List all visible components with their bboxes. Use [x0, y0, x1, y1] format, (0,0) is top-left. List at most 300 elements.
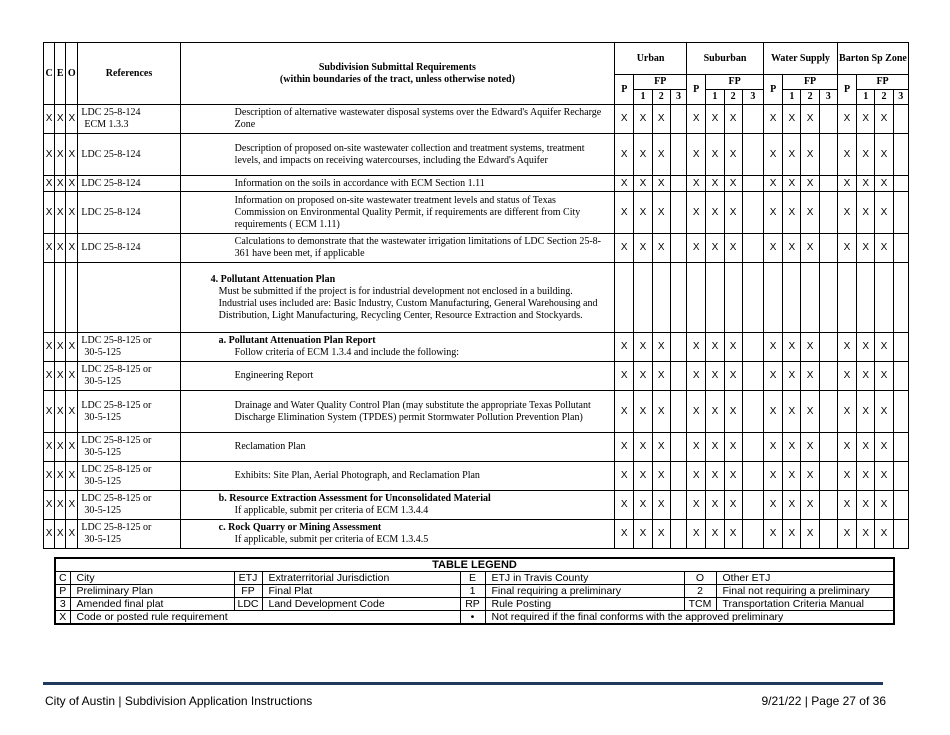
requirement-mark: X — [801, 176, 819, 192]
empty-cell — [819, 333, 837, 362]
footer-rule — [43, 682, 883, 685]
requirement-mark: X — [875, 462, 893, 491]
reference-cell — [78, 176, 180, 192]
requirement-mark: X — [783, 462, 801, 491]
empty-cell — [893, 134, 908, 176]
cell-c: X — [44, 176, 55, 192]
reference-cell — [78, 433, 180, 462]
requirement-mark: X — [615, 105, 634, 134]
legend-key: O — [684, 572, 716, 585]
legend-row — [55, 572, 894, 585]
requirement-mark — [764, 263, 783, 333]
legend-key: X — [55, 611, 70, 625]
requirement-cell — [180, 520, 614, 549]
requirement-text: Engineering Report — [234, 370, 314, 381]
requirement-mark: X — [764, 391, 783, 433]
col-o: O — [66, 43, 78, 105]
empty-cell — [893, 362, 908, 391]
col-e: E — [55, 43, 66, 105]
reference-line: LDC 25-8-125 or — [81, 493, 152, 504]
requirement-text: Information on proposed on-site wastewater treatment levels and status of Texas Commission on Environmental Quality Permit, if requirements are different from City requirements ( ECM 1.11) — [234, 194, 581, 230]
requirement-mark: X — [764, 491, 783, 520]
empty-cell — [742, 176, 763, 192]
reference-line: 30-5-125 — [84, 476, 122, 487]
empty-cell — [742, 520, 763, 549]
requirement-mark: X — [687, 520, 706, 549]
table-row — [44, 234, 909, 263]
requirement-cell — [180, 176, 614, 192]
reference-line: 30-5-125 — [84, 534, 122, 545]
requirement-mark — [687, 263, 706, 333]
empty-cell — [742, 134, 763, 176]
table-legend — [54, 557, 895, 625]
legend-value: City — [70, 572, 234, 585]
requirement-text: Description of alternative wastewater disposal systems over the Edward's Aquifer Recharge Zone — [234, 107, 602, 130]
requirement-mark: X — [706, 176, 724, 192]
requirement-mark: X — [687, 134, 706, 176]
cell-e: X — [55, 134, 66, 176]
legend-key: TCM — [684, 598, 716, 611]
section-heading: 4. Pollutant Attenuation Plan — [210, 273, 336, 285]
requirement-mark: X — [857, 462, 875, 491]
empty-cell — [893, 391, 908, 433]
requirement-mark: X — [857, 176, 875, 192]
requirement-mark: X — [706, 491, 724, 520]
subsection-heading: c. Rock Quarry or Mining Assessment — [218, 522, 382, 533]
requirement-mark: X — [837, 105, 856, 134]
requirements-table — [43, 42, 909, 549]
requirement-mark: X — [706, 462, 724, 491]
requirement-mark: X — [857, 333, 875, 362]
table-row — [44, 362, 909, 391]
empty-cell — [670, 263, 686, 333]
legend-key: • — [460, 611, 485, 625]
requirement-cell — [180, 263, 614, 333]
legend-value: Other ETJ — [716, 572, 894, 585]
requirement-mark: X — [764, 105, 783, 134]
requirement-mark: X — [875, 134, 893, 176]
requirement-mark: X — [783, 491, 801, 520]
requirement-mark: X — [837, 391, 856, 433]
cell-o: X — [66, 520, 78, 549]
requirement-mark: X — [764, 192, 783, 234]
requirement-mark: X — [875, 520, 893, 549]
reference-cell — [78, 234, 180, 263]
table-body — [44, 105, 909, 549]
requirement-mark: X — [615, 333, 634, 362]
cell-c: X — [44, 234, 55, 263]
col-fp-3: 3 — [670, 90, 686, 105]
reference-line: LDC 25-8-125 or — [81, 522, 152, 533]
col-fp-3: 3 — [742, 90, 763, 105]
requirement-mark — [724, 263, 742, 333]
legend-key: E — [460, 572, 485, 585]
empty-cell — [670, 433, 686, 462]
requirement-mark: X — [615, 134, 634, 176]
table-header — [44, 43, 909, 105]
requirement-mark: X — [857, 105, 875, 134]
empty-cell — [742, 192, 763, 234]
reference-line: 30-5-125 — [84, 347, 122, 358]
requirement-cell — [180, 134, 614, 176]
reference-cell — [78, 134, 180, 176]
empty-cell — [819, 263, 837, 333]
requirement-cell — [180, 491, 614, 520]
subsection-heading: b. Resource Extraction Assessment for Unconsolidated Material — [218, 493, 491, 504]
cell-o: X — [66, 433, 78, 462]
requirement-mark: X — [857, 362, 875, 391]
empty-cell — [893, 234, 908, 263]
requirement-mark: X — [615, 491, 634, 520]
cell-c: X — [44, 362, 55, 391]
empty-cell — [742, 234, 763, 263]
col-references: References — [78, 43, 180, 105]
reference-line: ECM 1.3.3 — [84, 119, 129, 130]
cell-c: X — [44, 134, 55, 176]
requirement-mark: X — [652, 333, 670, 362]
requirement-mark: X — [652, 176, 670, 192]
empty-cell — [819, 234, 837, 263]
legend-key: LDC — [234, 598, 262, 611]
requirement-mark: X — [875, 362, 893, 391]
empty-cell — [670, 105, 686, 134]
requirement-cell — [180, 391, 614, 433]
table-row — [44, 462, 909, 491]
reference-line: LDC 25-8-124 — [81, 206, 141, 218]
requirement-mark: X — [615, 176, 634, 192]
requirement-mark: X — [875, 192, 893, 234]
subsection-heading: a. Pollutant Attenuation Plan Report — [218, 335, 376, 346]
requirement-mark: X — [837, 192, 856, 234]
legend-key: FP — [234, 585, 262, 598]
requirement-mark: X — [652, 105, 670, 134]
legend-value: Land Development Code — [262, 598, 460, 611]
col-c: C — [44, 43, 55, 105]
requirement-mark: X — [634, 433, 652, 462]
requirement-mark: X — [801, 333, 819, 362]
empty-cell — [670, 491, 686, 520]
col-fp: FP — [857, 75, 909, 90]
legend-value: Final not requiring a preliminary — [716, 585, 894, 598]
col-p: P — [687, 75, 706, 105]
cell-o: X — [66, 105, 78, 134]
legend-value: Rule Posting — [485, 598, 684, 611]
requirement-mark: X — [687, 491, 706, 520]
requirement-mark: X — [837, 362, 856, 391]
reference-line: 30-5-125 — [84, 447, 122, 458]
cell-e: X — [55, 176, 66, 192]
table-row — [44, 520, 909, 549]
requirement-mark: X — [857, 433, 875, 462]
requirement-mark: X — [724, 362, 742, 391]
empty-cell — [670, 391, 686, 433]
empty-cell — [893, 433, 908, 462]
legend-value: Extraterritorial Jurisdiction — [262, 572, 460, 585]
requirement-mark — [634, 263, 652, 333]
requirement-mark — [783, 263, 801, 333]
requirement-mark — [706, 263, 724, 333]
requirement-cell — [180, 333, 614, 362]
requirement-cell — [180, 192, 614, 234]
requirement-mark: X — [724, 462, 742, 491]
requirement-mark: X — [783, 176, 801, 192]
requirement-mark: X — [764, 433, 783, 462]
empty-cell — [819, 491, 837, 520]
cell-c: X — [44, 105, 55, 134]
legend-key: C — [55, 572, 70, 585]
col-fp-1: 1 — [783, 90, 801, 105]
requirement-mark: X — [634, 176, 652, 192]
col-fp-2: 2 — [801, 90, 819, 105]
requirement-mark: X — [724, 192, 742, 234]
requirement-mark: X — [783, 333, 801, 362]
requirement-text: Exhibits: Site Plan, Aerial Photograph, and Reclamation Plan — [234, 470, 480, 481]
legend-value: Code or posted rule requirement — [70, 611, 460, 625]
requirement-mark: X — [764, 134, 783, 176]
table-row — [44, 433, 909, 462]
cell-c: X — [44, 462, 55, 491]
requirement-mark: X — [783, 520, 801, 549]
legend-row — [55, 585, 894, 598]
requirement-mark: X — [837, 433, 856, 462]
requirement-text: Information on the soils in accordance with ECM Section 1.11 — [234, 177, 485, 189]
zone-barton-springs: Barton Sp Zone — [837, 43, 908, 75]
col-fp-1: 1 — [857, 90, 875, 105]
requirement-mark: X — [875, 234, 893, 263]
cell-c: X — [44, 391, 55, 433]
col-fp: FP — [634, 75, 687, 90]
cell-o: X — [66, 176, 78, 192]
requirement-mark: X — [783, 433, 801, 462]
cell-c: X — [44, 491, 55, 520]
empty-cell — [893, 263, 908, 333]
col-requirements — [180, 43, 614, 105]
requirement-mark: X — [687, 391, 706, 433]
requirement-mark: X — [724, 520, 742, 549]
requirement-mark: X — [706, 134, 724, 176]
requirement-mark: X — [875, 333, 893, 362]
col-fp: FP — [783, 75, 838, 90]
legend-value: Amended final plat — [70, 598, 234, 611]
col-p: P — [615, 75, 634, 105]
empty-cell — [893, 333, 908, 362]
requirement-mark: X — [634, 192, 652, 234]
cell-c: X — [44, 520, 55, 549]
requirement-mark: X — [875, 433, 893, 462]
requirement-cell — [180, 462, 614, 491]
empty-cell — [893, 192, 908, 234]
requirement-mark: X — [706, 105, 724, 134]
cell-o: X — [66, 391, 78, 433]
empty-cell — [742, 333, 763, 362]
empty-cell — [742, 391, 763, 433]
cell-e: X — [55, 362, 66, 391]
requirements-title: Subdivision Submittal Requirements — [318, 61, 476, 73]
requirement-mark: X — [687, 176, 706, 192]
requirement-mark: X — [724, 433, 742, 462]
cell-e: X — [55, 433, 66, 462]
requirement-mark: X — [801, 520, 819, 549]
empty-cell — [670, 176, 686, 192]
requirement-mark: X — [634, 333, 652, 362]
requirement-mark: X — [634, 520, 652, 549]
requirement-mark: X — [706, 362, 724, 391]
reference-line: LDC 25-8-124 — [81, 177, 141, 189]
requirement-mark: X — [875, 176, 893, 192]
reference-line: LDC 25-8-125 or — [81, 399, 152, 411]
requirement-mark: X — [652, 520, 670, 549]
requirement-mark: X — [783, 192, 801, 234]
requirement-mark: X — [783, 134, 801, 176]
empty-cell — [670, 520, 686, 549]
cell-o: X — [66, 134, 78, 176]
cell-e: X — [55, 462, 66, 491]
requirement-mark: X — [652, 391, 670, 433]
requirement-mark: X — [857, 520, 875, 549]
cell-e: X — [55, 491, 66, 520]
requirement-mark: X — [652, 491, 670, 520]
cell-e: X — [55, 105, 66, 134]
requirement-mark: X — [724, 176, 742, 192]
legend-value: Preliminary Plan — [70, 585, 234, 598]
empty-cell — [670, 362, 686, 391]
requirement-mark: X — [801, 491, 819, 520]
empty-cell — [893, 491, 908, 520]
empty-cell — [670, 234, 686, 263]
empty-cell — [893, 520, 908, 549]
requirement-mark: X — [687, 192, 706, 234]
requirement-mark: X — [837, 234, 856, 263]
empty-cell — [819, 462, 837, 491]
requirement-mark: X — [724, 491, 742, 520]
requirement-mark: X — [615, 462, 634, 491]
requirement-mark — [837, 263, 856, 333]
reference-line: LDC 25-8-125 or — [81, 435, 152, 446]
col-fp-1: 1 — [706, 90, 724, 105]
reference-line: LDC 25-8-124 — [81, 148, 141, 160]
requirement-mark: X — [706, 192, 724, 234]
table-row — [44, 263, 909, 333]
requirement-mark: X — [837, 491, 856, 520]
empty-cell — [742, 491, 763, 520]
requirement-mark: X — [652, 433, 670, 462]
legend-key: P — [55, 585, 70, 598]
empty-cell — [670, 462, 686, 491]
requirement-mark — [652, 263, 670, 333]
legend-value: ETJ in Travis County — [485, 572, 684, 585]
requirement-mark: X — [615, 234, 634, 263]
requirement-mark: X — [783, 391, 801, 433]
reference-cell — [78, 520, 180, 549]
legend-value: Not required if the final conforms with the approved preliminary — [485, 611, 894, 625]
legend-key: ETJ — [234, 572, 262, 585]
requirement-mark: X — [837, 520, 856, 549]
reference-cell — [78, 391, 180, 433]
requirement-mark: X — [615, 362, 634, 391]
requirement-text: Description of proposed on-site wastewater collection and treatment systems, treatment levels, and impacts on receiving watercourses, including the Edward's Aquifer — [234, 142, 585, 166]
table-row — [44, 176, 909, 192]
requirement-mark: X — [615, 391, 634, 433]
requirement-mark: X — [706, 333, 724, 362]
requirement-mark: X — [837, 176, 856, 192]
zone-water-supply: Water Supply — [764, 43, 838, 75]
requirement-mark: X — [706, 391, 724, 433]
reference-line: LDC 25-8-125 or — [81, 464, 152, 475]
empty-cell — [742, 462, 763, 491]
requirement-mark — [615, 263, 634, 333]
requirement-mark: X — [724, 234, 742, 263]
reference-line: 30-5-125 — [84, 505, 122, 516]
requirement-mark: X — [615, 433, 634, 462]
requirement-text: Follow criteria of ECM 1.3.4 and include the following: — [234, 347, 460, 358]
reference-line: LDC 25-8-124 — [81, 107, 141, 118]
requirement-mark: X — [857, 134, 875, 176]
requirement-mark: X — [634, 105, 652, 134]
empty-cell — [670, 333, 686, 362]
requirement-mark — [857, 263, 875, 333]
legend-row — [55, 598, 894, 611]
empty-cell — [819, 391, 837, 433]
requirement-text: Reclamation Plan — [234, 441, 306, 452]
requirement-mark: X — [783, 105, 801, 134]
empty-cell — [742, 433, 763, 462]
requirement-mark: X — [724, 391, 742, 433]
cell-e: X — [55, 333, 66, 362]
requirement-text: If applicable, submit per criteria of ECM 1.3.4.5 — [234, 534, 429, 545]
requirement-mark: X — [801, 105, 819, 134]
empty-cell — [670, 134, 686, 176]
requirement-mark: X — [875, 105, 893, 134]
legend-value: Transportation Criteria Manual — [716, 598, 894, 611]
requirement-mark: X — [764, 520, 783, 549]
reference-cell — [78, 333, 180, 362]
cell-c: X — [44, 433, 55, 462]
cell-e — [55, 263, 66, 333]
empty-cell — [819, 176, 837, 192]
requirement-mark: X — [724, 105, 742, 134]
requirement-mark: X — [687, 333, 706, 362]
cell-c: X — [44, 192, 55, 234]
col-fp-3: 3 — [819, 90, 837, 105]
reference-line: LDC 25-8-124 — [81, 242, 141, 253]
legend-title-row — [55, 558, 894, 572]
cell-c — [44, 263, 55, 333]
empty-cell — [742, 263, 763, 333]
requirement-mark: X — [634, 134, 652, 176]
requirement-mark: X — [724, 333, 742, 362]
requirement-mark: X — [652, 462, 670, 491]
requirement-mark: X — [706, 433, 724, 462]
cell-o: X — [66, 234, 78, 263]
empty-cell — [670, 192, 686, 234]
empty-cell — [819, 520, 837, 549]
legend-title: TABLE LEGEND — [55, 558, 894, 572]
cell-o: X — [66, 462, 78, 491]
requirement-text: Calculations to demonstrate that the wastewater irrigation limitations of LDC Section 25-8-361 have been met, if applicable — [234, 236, 601, 259]
col-fp-2: 2 — [875, 90, 893, 105]
requirement-mark: X — [801, 192, 819, 234]
reference-cell — [78, 105, 180, 134]
reference-cell — [78, 362, 180, 391]
requirement-cell — [180, 234, 614, 263]
table-row — [44, 491, 909, 520]
zone-urban: Urban — [615, 43, 687, 75]
requirement-mark: X — [764, 234, 783, 263]
requirement-mark: X — [724, 134, 742, 176]
empty-cell — [742, 362, 763, 391]
cell-c: X — [44, 333, 55, 362]
legend-value: Final requiring a preliminary — [485, 585, 684, 598]
